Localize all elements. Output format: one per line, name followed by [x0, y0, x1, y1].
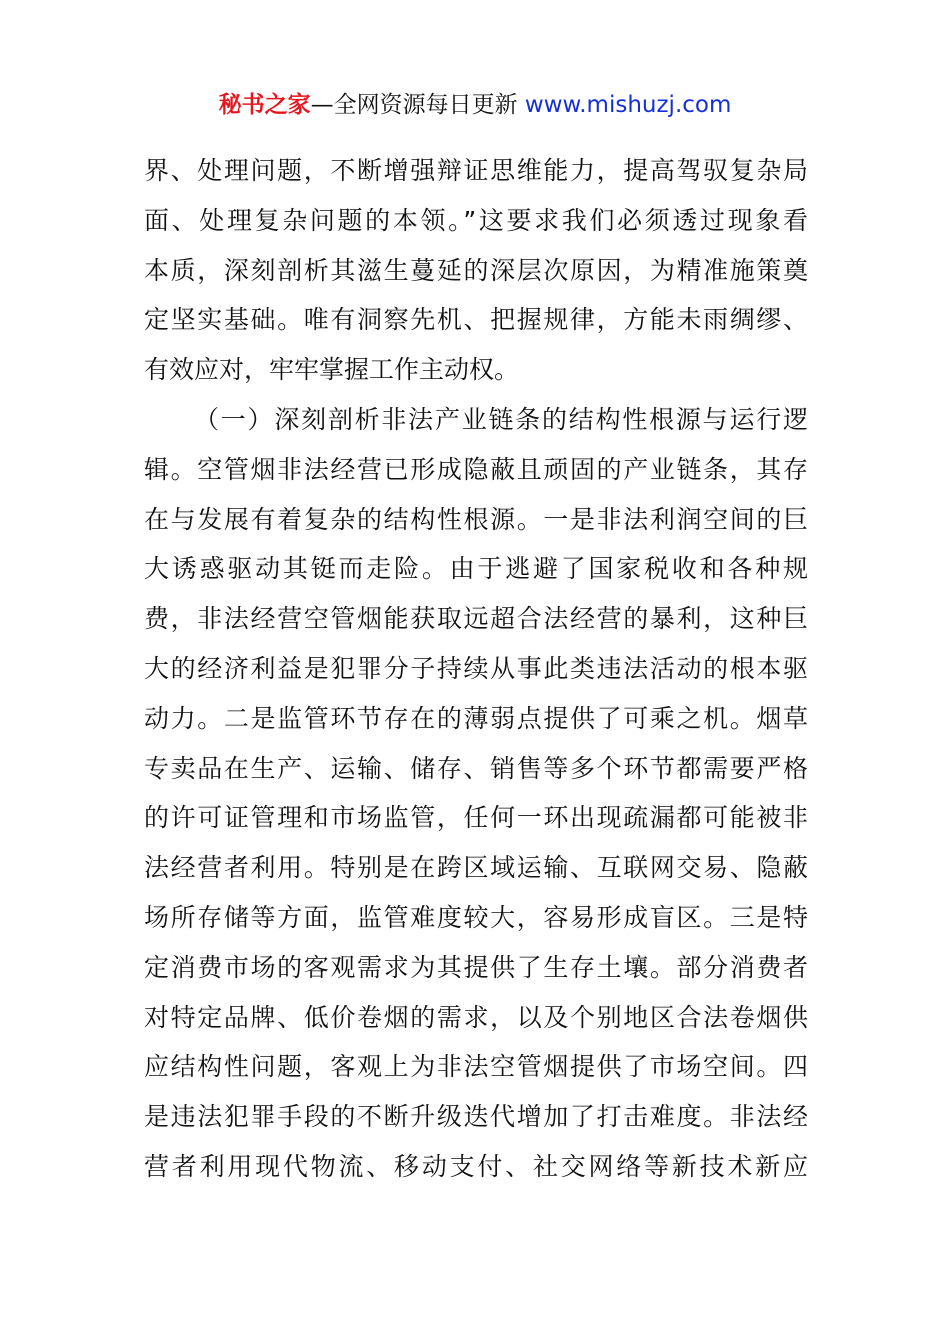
text-line: 在与发展有着复杂的结构性根源。一是非法利润空间的巨 — [144, 504, 808, 534]
text-line: 定消费市场的客观需求为其提供了生存土壤。部分消费者 — [144, 952, 808, 982]
section-heading-line: （一）深刻剖析非法产业链条的结构性根源与运行逻 — [194, 404, 808, 434]
text-line: 应结构性问题，客观上为非法空管烟提供了市场空间。四 — [144, 1052, 808, 1082]
text-line: 界、处理问题，不断增强辩证思维能力，提高驾驭复杂局 — [144, 156, 808, 185]
text-line: 法经营者利用。特别是在跨区域运输、互联网交易、隐蔽 — [144, 853, 808, 883]
text-line: 场所存储等方面，监管难度较大，容易形成盲区。三是特 — [144, 902, 808, 932]
text-line: 营者利用现代物流、移动支付、社交网络等新技术新应 — [144, 1151, 808, 1181]
header-tagline: —全网资源每日更新 — [310, 92, 525, 118]
page-header — [0, 88, 950, 122]
text-line: 定坚实基础。唯有洞察先机、把握规律，方能未雨绸缪、 — [144, 305, 808, 335]
text-line: 是违法犯罪手段的不断升级迭代增加了打击难度。非法经 — [144, 1102, 808, 1132]
text-line: 辑。空管烟非法经营已形成隐蔽且顽固的产业链条，其存 — [144, 454, 808, 484]
document-body — [144, 146, 808, 1192]
text-line: 大诱惑驱动其铤而走险。由于逃避了国家税收和各种规 — [144, 554, 808, 584]
text-line: 动力。二是监管环节存在的薄弱点提供了可乘之机。烟草 — [144, 703, 808, 733]
text-line: 有效应对，牢牢掌握工作主动权。 — [144, 355, 520, 385]
text-line: 大的经济利益是犯罪分子持续从事此类违法活动的根本驱 — [144, 653, 808, 683]
website-url: www.mishuzj.com — [524, 92, 732, 118]
text-line: 的许可证管理和市场监管，任何一环出现疏漏都可能被非 — [144, 803, 808, 833]
brand-name: 秘书之家 — [218, 92, 311, 118]
text-line: 费，非法经营空管烟能获取远超合法经营的暴利，这种巨 — [144, 604, 808, 634]
text-line: 对特定品牌、低价卷烟的需求，以及个别地区合法卷烟供 — [144, 1002, 808, 1032]
text-line: 面、处理复杂问题的本领。”这要求我们必须透过现象看 — [144, 205, 808, 235]
text-line: 本质，深刻剖析其滋生蔓延的深层次原因，为精准施策奠 — [144, 255, 808, 285]
text-line: 专卖品在生产、运输、储存、销售等多个环节都需要严格 — [144, 753, 808, 783]
